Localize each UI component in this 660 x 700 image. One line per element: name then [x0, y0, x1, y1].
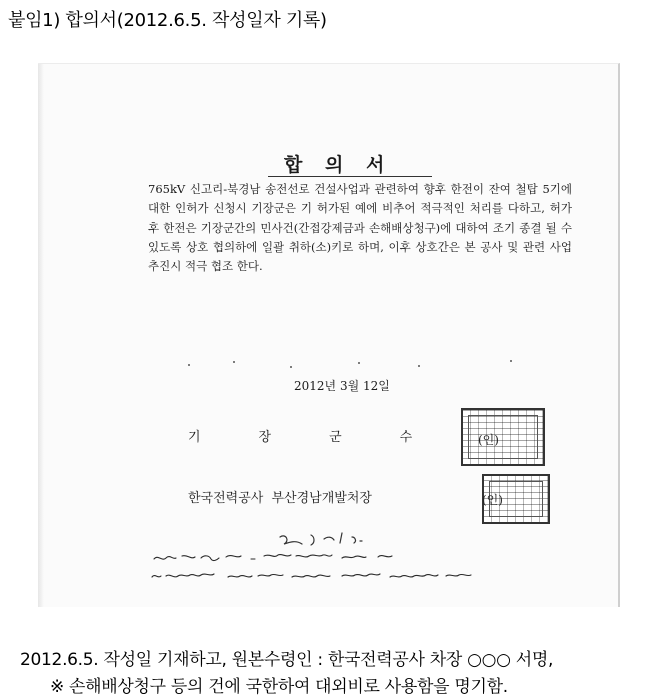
agreement-date: 2012년 3월 12일: [294, 379, 390, 393]
agreement-title: 합 의 서: [284, 154, 386, 176]
footer-note-line-1: 2012.6.5. 작성일 기재하고, 원본수령인 : 한국전력공사 차장 ○○○ 서명,: [20, 650, 554, 670]
seal-mark-1: (인): [478, 433, 499, 447]
title-underline: [268, 176, 432, 177]
seal-mark-2: (인): [482, 493, 503, 507]
page-header-title: 붙임1) 합의서(2012.6.5. 작성일자 기록): [8, 10, 327, 31]
signatory-kepco: 한국전력공사 부산경남개발처장: [188, 491, 372, 506]
footer-note-line-2: ※ 손해배상청구 등의 건에 국한하여 대외비로 사용함을 명기함.: [50, 677, 508, 697]
agreement-body-text: 765kV 신고리-북경남 송전선로 건설사업과 관련하여 향후 한전이 잔여 철탑 5기에 대한 인허가 신청시 기장군은 기 허가된 예에 비추어 적극적인 처리를 다하고, 허가 후 한전은 기장군간의 민사건(간접강제금과 손해배상청구)에 대하여 조기 종결 될 수 있도록 상호 협의하에 일괄 취하(소)키로 하며, 이후 상호간은 본 공사 및 관련 사업 추진시 적극 협조 한다.: [148, 182, 572, 274]
scan-shadow-edge: [38, 64, 44, 607]
handwritten-annotation: [146, 529, 546, 591]
signatory-gijang-county: 기장군수: [188, 430, 471, 445]
official-seal-stamp-1: [461, 408, 545, 466]
scanned-agreement-document: [38, 63, 620, 607]
